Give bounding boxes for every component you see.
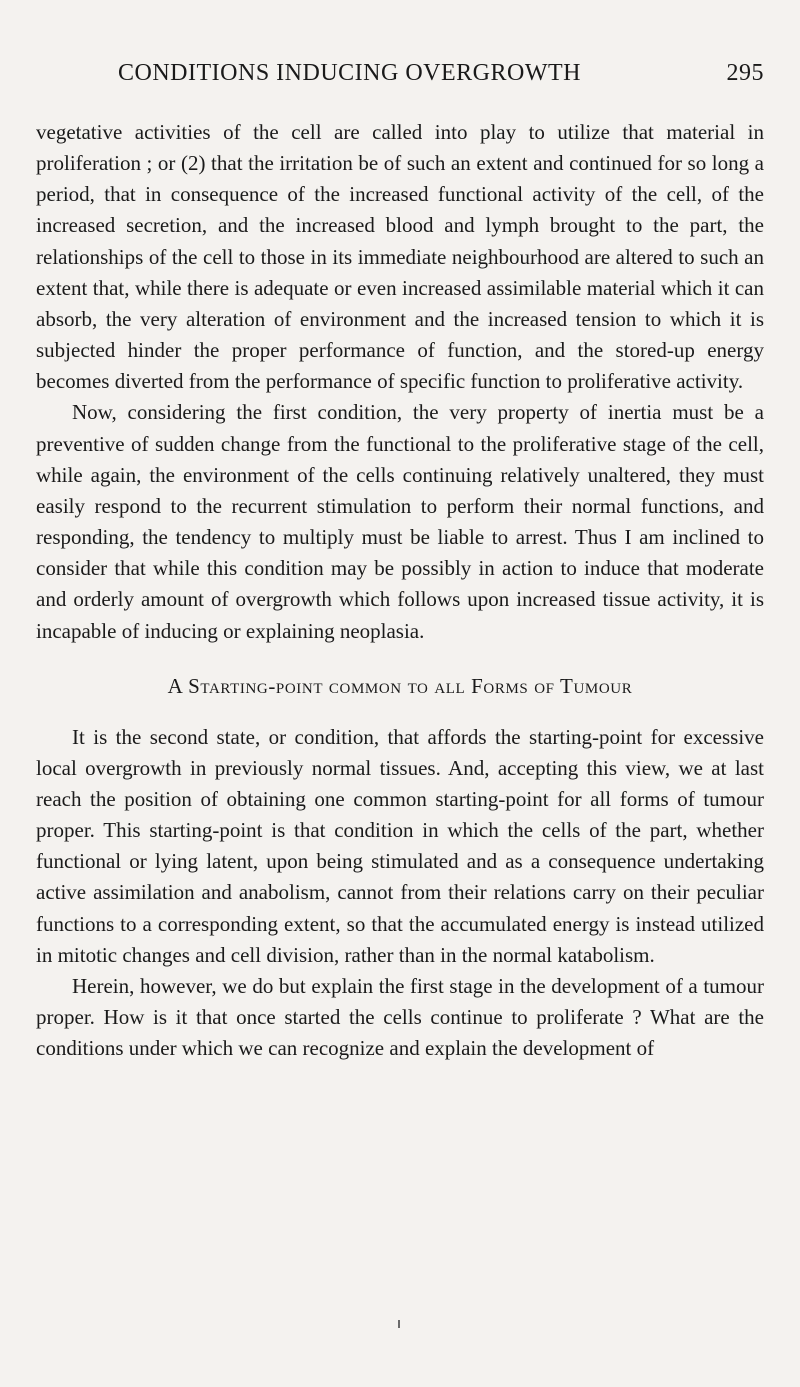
print-speck bbox=[398, 1320, 400, 1328]
section-heading: A Starting-point common to all Forms of Tumour bbox=[167, 673, 633, 698]
paragraph-herein: Herein, however, we do but explain the first stage in the development of a tumour proper. How is it that once started the cells continue to proliferate ? What are the conditions under which we can recognize and explain the development of bbox=[36, 973, 764, 1061]
paragraph-continuation: vegetative activities of the cell are called into play to utilize that material in proliferation ; or (2) that the irritation be of such an extent and continued for so long a period, that in consequence of the increased functional activity of the cell, of the increased secretion, and the increased blood and lymph brought to the part, the relationships of the cell to those in its immediate neighbourhood are altered to such an extent that, while there is adequate or even increased assimilable material which it can absorb, the very alteration of environment and the increased tension to which it is subjected hinder the proper performance of function, and the stored-up energy becomes diverted from the performance of specific function to proliferative activity. bbox=[36, 120, 764, 394]
running-title: CONDITIONS INDUCING OVERGROWTH bbox=[118, 60, 581, 86]
running-head bbox=[36, 60, 764, 96]
paragraph-second-state: It is the second state, or condition, that affords the starting-point for excessive local overgrowth in previously normal tissues. And, accepting this view, we at last reach the position of obtaining one common starting-point for all forms of tumour proper. This starting-point is that condition in which the cells of the part, whether functional or lying latent, upon being stimulated and as a consequence undertaking active assimilation and anabolism, cannot from their relations carry on their peculiar functions to a corresponding extent, so that the accumulated energy is instead utilized in mitotic changes and cell division, rather than in the normal katabolism. bbox=[36, 724, 764, 967]
paragraph-first-condition: Now, considering the first condition, the very property of inertia must be a preventive of sudden change from the functional to the proliferative stage of the cell, while again, the environment of the cells continuing relatively unaltered, they must easily respond to the recurrent stimulation to perform their normal functions, and responding, the tendency to multiply must be liable to arrest. Thus I am inclined to consider that while this condition may be possibly in action to induce that moderate and orderly amount of overgrowth which follows upon increased tissue activity, it is incapable of inducing or explaining neoplasia. bbox=[36, 400, 764, 643]
page-number: 295 bbox=[726, 60, 764, 86]
book-page bbox=[36, 60, 764, 1064]
body-text bbox=[36, 117, 764, 1064]
